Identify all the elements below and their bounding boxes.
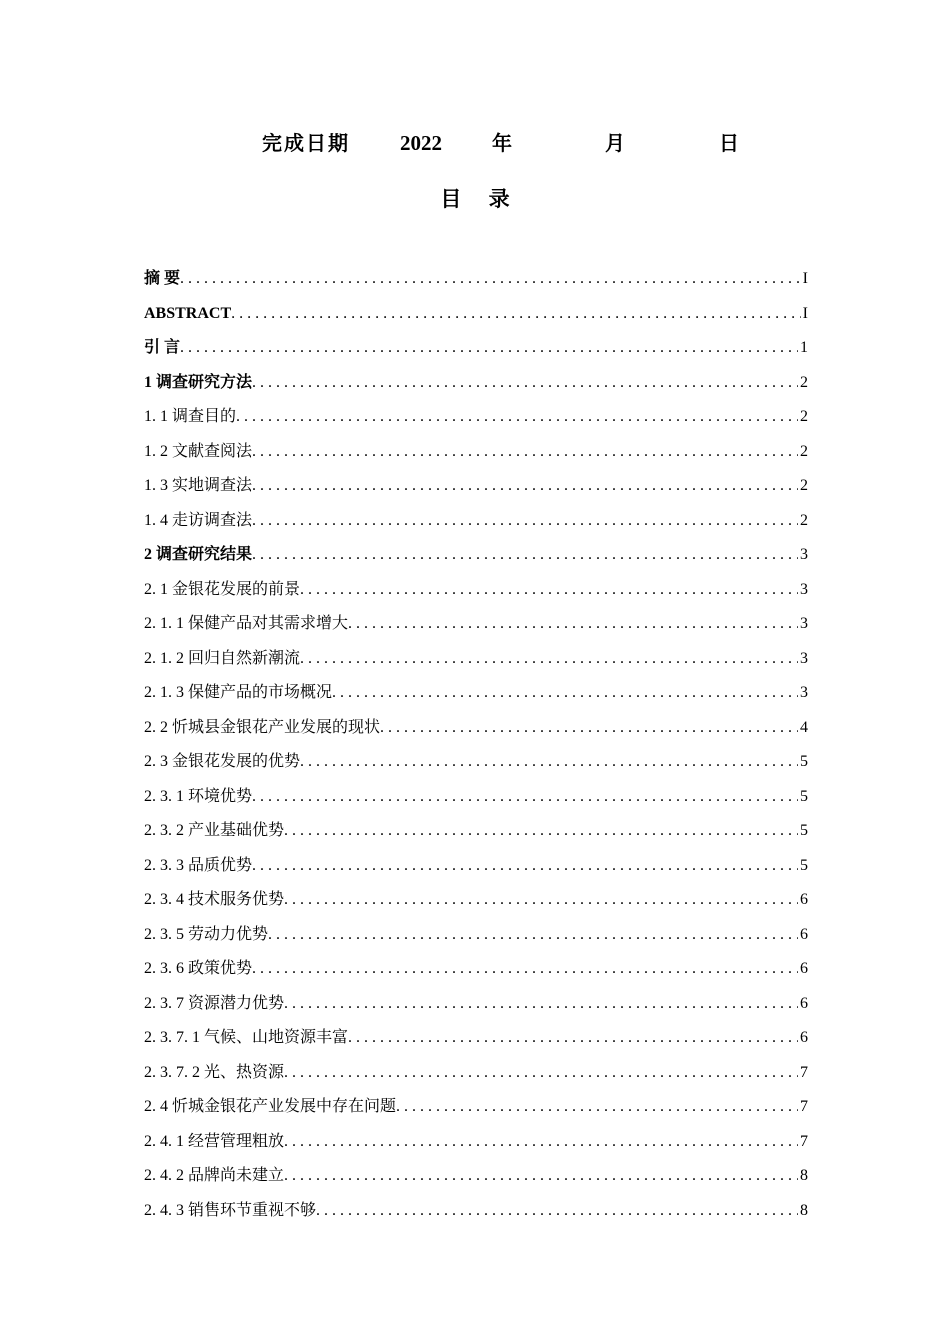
toc-entry[interactable] <box>144 1194 808 1229</box>
toc-entry[interactable] <box>144 400 808 435</box>
toc-entry[interactable] <box>144 952 808 987</box>
toc-dot-leader <box>396 1090 798 1125</box>
toc-entry-label: 2. 3. 7 资源潜力优势 <box>144 994 285 1012</box>
toc-dot-leader <box>300 573 798 608</box>
toc-entry-label: 摘 要 <box>144 270 181 287</box>
toc-entry-label: 2. 2 忻城县金银花产业发展的现状 <box>144 718 381 736</box>
toc-entry-page-number: 7 <box>800 1098 808 1115</box>
toc-entry[interactable] <box>144 1090 808 1125</box>
toc-entry-page-number: 3 <box>800 580 808 598</box>
toc-entry[interactable] <box>144 366 808 401</box>
toc-entry-label: 2. 3. 3 品质优势 <box>144 856 253 874</box>
toc-entry[interactable] <box>144 711 808 746</box>
toc-dot-leader <box>284 814 798 849</box>
toc-entry-page-number: 6 <box>800 925 808 943</box>
toc-entry-label: 1. 3 实地调查法 <box>144 477 253 494</box>
toc-entry-page-number: 3 <box>800 684 808 701</box>
toc-entry[interactable] <box>144 469 808 504</box>
toc-entry[interactable] <box>144 1159 808 1194</box>
toc-dot-leader <box>332 676 798 711</box>
toc-entry[interactable] <box>144 1021 808 1056</box>
toc-entry-page-number: 6 <box>800 994 808 1012</box>
toc-entry-label: 2. 3. 4 技术服务优势 <box>144 891 285 908</box>
toc-entry-label: 2. 3. 7. 1 气候、山地资源丰富 <box>144 1029 349 1046</box>
toc-entry[interactable] <box>144 573 808 608</box>
toc-entry-page-number: 2 <box>800 442 808 460</box>
toc-entry[interactable] <box>144 504 808 539</box>
toc-dot-leader <box>252 366 798 401</box>
completion-date-month-unit: 月 <box>605 131 625 155</box>
toc-entry-page-number: 5 <box>800 856 808 874</box>
toc-dot-leader <box>348 607 798 642</box>
toc-entry-page-number: 5 <box>800 822 808 839</box>
toc-entry-page-number: 2 <box>800 373 808 391</box>
toc-entry-page-number: 4 <box>800 718 808 736</box>
toc-entry-page-number: 7 <box>800 1132 808 1150</box>
toc-dot-leader <box>348 1021 798 1056</box>
toc-dot-leader <box>252 469 798 504</box>
toc-dot-leader <box>284 1159 798 1194</box>
completion-date-day-unit: 日 <box>719 131 739 155</box>
toc-entry[interactable] <box>144 642 808 677</box>
toc-entry[interactable] <box>144 1125 808 1160</box>
toc-entry[interactable] <box>144 331 808 366</box>
toc-dot-leader <box>180 262 801 297</box>
toc-entry[interactable] <box>144 538 808 573</box>
toc-entry[interactable] <box>144 262 808 297</box>
toc-dot-leader <box>252 952 798 987</box>
completion-date-year: 2022 <box>400 131 442 155</box>
toc-entry-label: 1 调查研究方法 <box>144 373 253 391</box>
toc-entry[interactable] <box>144 883 808 918</box>
toc-dot-leader <box>236 400 798 435</box>
toc-entry[interactable] <box>144 676 808 711</box>
toc-entry-label: 2. 3. 1 环境优势 <box>144 787 253 805</box>
toc-entry-label: 1. 1 调查目的 <box>144 408 237 425</box>
toc-entry[interactable] <box>144 745 808 780</box>
toc-entry-label: 2. 3. 7. 2 光、热资源 <box>144 1063 285 1081</box>
toc-entry[interactable] <box>144 297 808 332</box>
toc-title: 目 录 <box>440 186 520 211</box>
toc-entry[interactable] <box>144 1056 808 1091</box>
toc-entry-label: 2. 3. 6 政策优势 <box>144 960 253 977</box>
completion-date-line <box>0 128 950 158</box>
table-of-contents <box>144 262 808 1228</box>
toc-dot-leader <box>180 331 798 366</box>
toc-dot-leader <box>284 987 798 1022</box>
toc-entry-label: 2 调查研究结果 <box>144 546 253 563</box>
toc-dot-leader <box>252 538 798 573</box>
toc-entry[interactable] <box>144 849 808 884</box>
toc-dot-leader <box>300 745 798 780</box>
toc-entry-label: 2. 3 金银花发展的优势 <box>144 753 301 770</box>
toc-entry-label: 2. 1. 3 保健产品的市场概况 <box>144 684 333 701</box>
toc-entry-label: 2. 3. 2 产业基础优势 <box>144 822 285 839</box>
toc-entry-page-number: 2 <box>800 477 808 494</box>
toc-entry[interactable] <box>144 435 808 470</box>
toc-entry[interactable] <box>144 987 808 1022</box>
toc-entry-page-number: 2 <box>800 408 808 425</box>
toc-dot-leader <box>252 780 798 815</box>
toc-entry[interactable] <box>144 780 808 815</box>
toc-dot-leader <box>252 504 798 539</box>
toc-entry-page-number: 3 <box>800 615 808 632</box>
toc-entry-page-number: 2 <box>800 511 808 529</box>
toc-entry-page-number: 5 <box>800 787 808 805</box>
completion-date-label: 完成日期 <box>262 131 350 155</box>
toc-dot-leader <box>300 642 798 677</box>
toc-entry-label: 1. 4 走访调查法 <box>144 511 253 529</box>
toc-entry-label: 2. 1. 2 回归自然新潮流 <box>144 649 301 667</box>
toc-entry-label: 2. 1. 1 保健产品对其需求增大 <box>144 615 349 632</box>
toc-dot-leader <box>284 1056 798 1091</box>
toc-entry-label: 2. 1 金银花发展的前景 <box>144 580 301 598</box>
toc-entry-label: ABSTRACT <box>144 304 232 322</box>
toc-entry-page-number: 3 <box>800 546 808 563</box>
toc-dot-leader <box>252 435 798 470</box>
completion-date-year-unit: 年 <box>492 131 512 155</box>
toc-dot-leader <box>284 1125 798 1160</box>
toc-entry-label: 2. 4. 1 经营管理粗放 <box>144 1132 285 1150</box>
toc-dot-leader <box>252 849 798 884</box>
toc-entry-page-number: 5 <box>800 753 808 770</box>
toc-entry-label: 2. 4. 3 销售环节重视不够 <box>144 1201 317 1219</box>
toc-entry[interactable] <box>144 607 808 642</box>
toc-entry-page-number: 7 <box>800 1063 808 1081</box>
toc-entry-page-number: 6 <box>800 891 808 908</box>
toc-dot-leader <box>316 1194 798 1229</box>
toc-entry-label: 2. 4 忻城金银花产业发展中存在问题 <box>144 1098 397 1115</box>
toc-dot-leader <box>231 297 801 332</box>
toc-entry-page-number: I <box>802 270 808 287</box>
toc-entry-page-number: 8 <box>800 1167 808 1184</box>
toc-entry-label: 引 言 <box>144 339 181 356</box>
toc-entry[interactable] <box>144 918 808 953</box>
toc-entry-page-number: 8 <box>800 1201 808 1219</box>
toc-entry-page-number: 3 <box>800 649 808 667</box>
toc-dot-leader <box>268 918 798 953</box>
toc-entry-page-number: 6 <box>800 960 808 977</box>
toc-dot-leader <box>284 883 798 918</box>
toc-entry-label: 1. 2 文献查阅法 <box>144 442 253 460</box>
toc-entry-label: 2. 3. 5 劳动力优势 <box>144 925 269 943</box>
toc-dot-leader <box>380 711 798 746</box>
toc-entry-page-number: I <box>802 304 808 322</box>
toc-entry[interactable] <box>144 814 808 849</box>
toc-entry-page-number: 1 <box>800 339 808 356</box>
toc-entry-label: 2. 4. 2 品牌尚未建立 <box>144 1167 285 1184</box>
toc-entry-page-number: 6 <box>800 1029 808 1046</box>
